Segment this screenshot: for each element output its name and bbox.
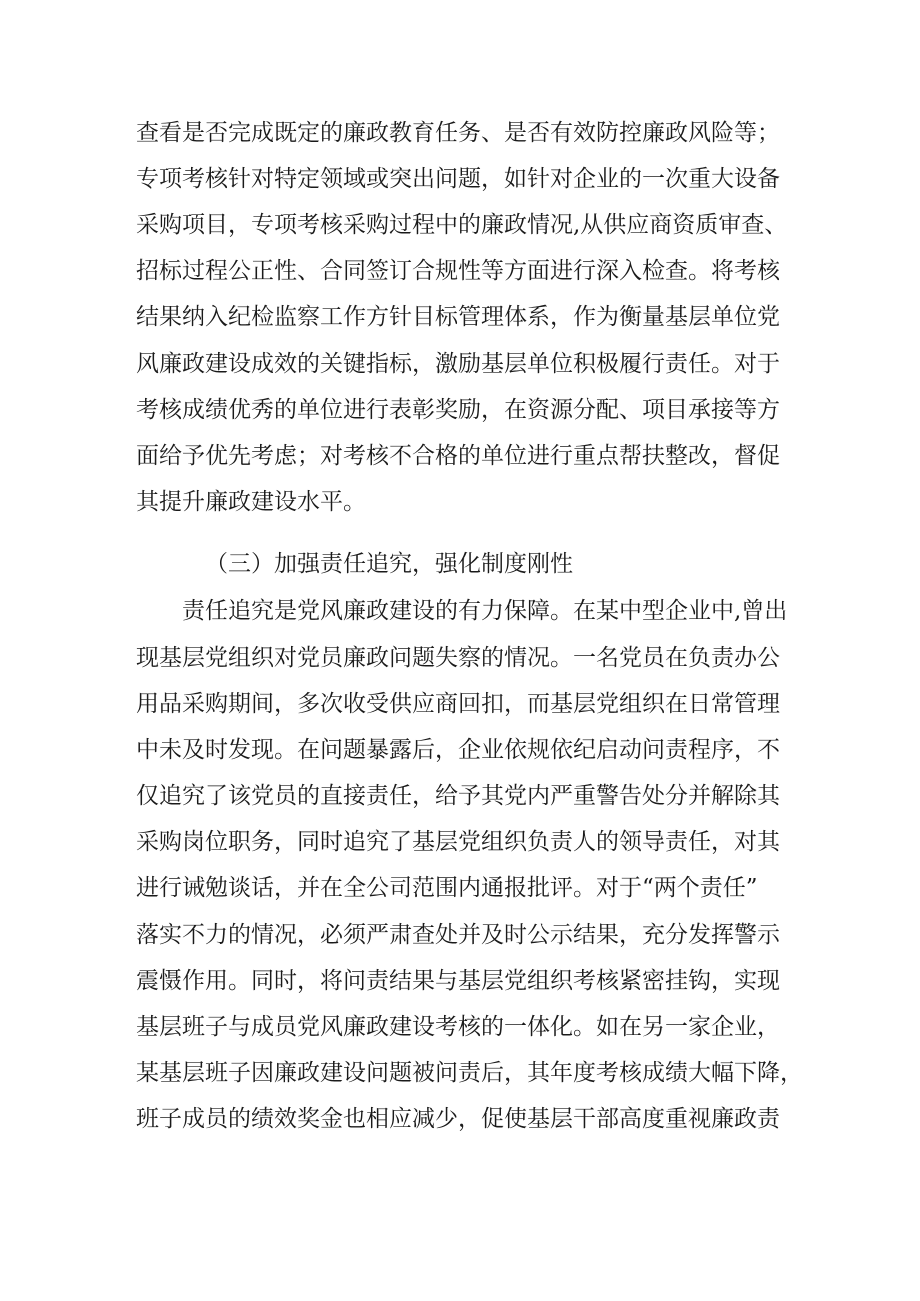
paragraph-line: 落实不力的情况，必须严肃查处并及时公示结果，充分发挥警示	[136, 922, 780, 948]
paragraph-line: 进行诫勉谈话，并在全公司范围内通报批评。对于“两个责任”	[136, 875, 758, 901]
paragraph-line: 责任追究是党风廉政建设的有力保障。在某中型企业中,曾出	[182, 598, 788, 624]
paragraph-line: 基层班子与成员党风廉政建设考核的一体化。如在另一家企业，	[136, 1014, 780, 1040]
paragraph-line: 用品采购期间，多次收受供应商回扣，而基层党组织在日常管理	[136, 691, 780, 717]
paragraph-line: 中未及时发现。在问题暴露后，企业依规依纪启动问责程序，不	[136, 737, 780, 763]
text-line: 风廉政建设成效的关键指标，激励基层单位积极履行责任。对于	[136, 351, 780, 377]
text-line: 查看是否完成既定的廉政教育任务、是否有效防控廉政风险等；	[136, 120, 780, 146]
paragraph-line: 班子成员的绩效奖金也相应减少，促使基层干部高度重视廉政责	[136, 1106, 780, 1132]
paragraph-line: 某基层班子因廉政建设问题被问责后，其年度考核成绩大幅下降，	[136, 1060, 803, 1086]
text-line: 采购项目，专项考核采购过程中的廉政情况,从供应商资质审查、	[136, 212, 788, 238]
text-line: 招标过程公正性、合同签订合规性等方面进行深入检查。将考核	[136, 258, 780, 284]
text-line: 其提升廉政建设水平。	[136, 489, 366, 515]
section-heading: （三）加强责任追究，强化制度刚性	[205, 551, 573, 577]
text-line: 结果纳入纪检监察工作方针目标管理体系，作为衡量基层单位党	[136, 304, 780, 330]
paragraph-line: 采购岗位职务，同时追究了基层党组织负责人的领导责任，对其	[136, 829, 780, 855]
paragraph-line: 现基层党组织对党员廉政问题失察的情况。一名党员在负责办公	[136, 645, 780, 671]
text-line: 面给予优先考虑；对考核不合格的单位进行重点帮扶整改，督促	[136, 443, 780, 469]
paragraph-line: 震慑作用。同时，将问责结果与基层党组织考核紧密挂钩，实现	[136, 968, 780, 994]
text-line: 考核成绩优秀的单位进行表彰奖励，在资源分配、项目承接等方	[136, 397, 780, 423]
paragraph-line: 仅追究了该党员的直接责任，给予其党内严重警告处分并解除其	[136, 783, 780, 809]
text-line: 专项考核针对特定领域或突出问题，如针对企业的一次重大设备	[136, 166, 780, 192]
